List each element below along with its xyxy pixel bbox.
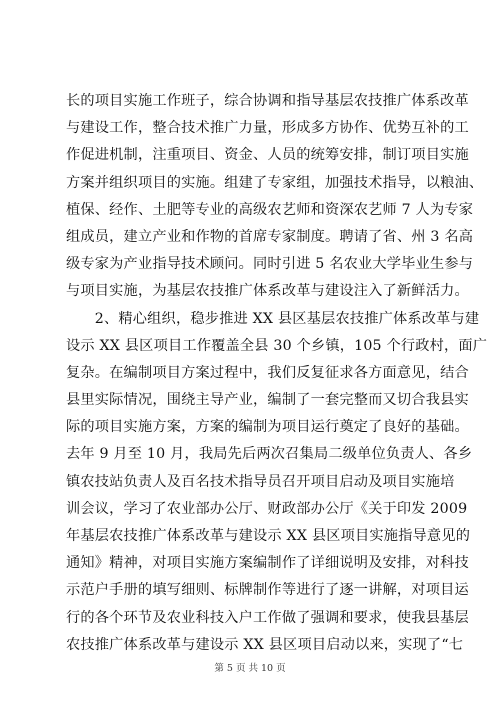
text-line: 植保、经作、土肥等专业的高级农艺师和资深农艺师 7 人为专家: [66, 201, 474, 218]
text-line: 示范户手册的填写细则、标牌制作等进行了逐一讲解，对项目运: [66, 582, 469, 599]
text-line: 设示 XX 县区项目工作覆盖全县 30 个乡镇，105 个行政村，面广: [66, 337, 488, 354]
text-line: 复杂。在编制项目方案过程中，我们反复征求各方面意见，结合: [66, 364, 469, 381]
text-line: 级专家为产业指导技术顾问。同时引进 5 名农业大学毕业生参与: [66, 256, 474, 273]
text-line: 去年 9 月至 10 月，我局先后两次召集局二级单位负责人、各乡: [66, 446, 473, 463]
text-line: 县里实际情况，围绕主导产业，编制了一套完整而又切合我县实: [66, 392, 469, 409]
text-line: 与建设工作，整合技术推广力量，形成多方协作、优势互补的工: [66, 120, 469, 137]
text-line: 作促进机制，注重项目、资金、人员的统筹安排，制订项目实施: [66, 147, 469, 164]
text-line: 年基层农技推广体系改革与建设示 XX 县区项目实施指导意见的: [66, 528, 471, 544]
text-line: 通知》精神，对项目实施方案编制作了详细说明及安排，对科技: [66, 555, 469, 572]
text-line: 方案并组织项目的实施。组建了专家组，加强技术指导，以粮油、: [66, 174, 484, 191]
text-line: 农技推广体系改革与建设示 XX 县区项目启动以来，实现了“七: [66, 636, 464, 653]
body-text: [66, 88, 488, 659]
text-line: 与项目实施，为基层农技推广体系改革与建设注入了新鲜活力。: [66, 283, 469, 300]
text-line: 组成员，建立产业和作物的首席专家制度。聘请了省、州 3 名高: [66, 228, 474, 245]
page-number-footer: 第 5 页 共 10 页: [214, 663, 286, 674]
text-line: 训会议，学习了农业部办公厅、财政部办公厅《关于印发 2009: [66, 500, 468, 517]
text-line: 2、精心组织，稳步推进 XX 县区基层农技推广体系改革与建: [66, 310, 480, 327]
text-line: 长的项目实施工作班子，综合协调和指导基层农技推广体系改革: [66, 93, 469, 109]
text-line: 际的项目实施方案，方案的编制为项目运行奠定了良好的基础。: [66, 419, 469, 436]
text-line: 行的各个环节及农业科技入户工作做了强调和要求，使我县基层: [66, 609, 469, 626]
text-line: 镇农技站负责人及百名技术指导员召开项目启动及项目实施培: [66, 473, 455, 490]
